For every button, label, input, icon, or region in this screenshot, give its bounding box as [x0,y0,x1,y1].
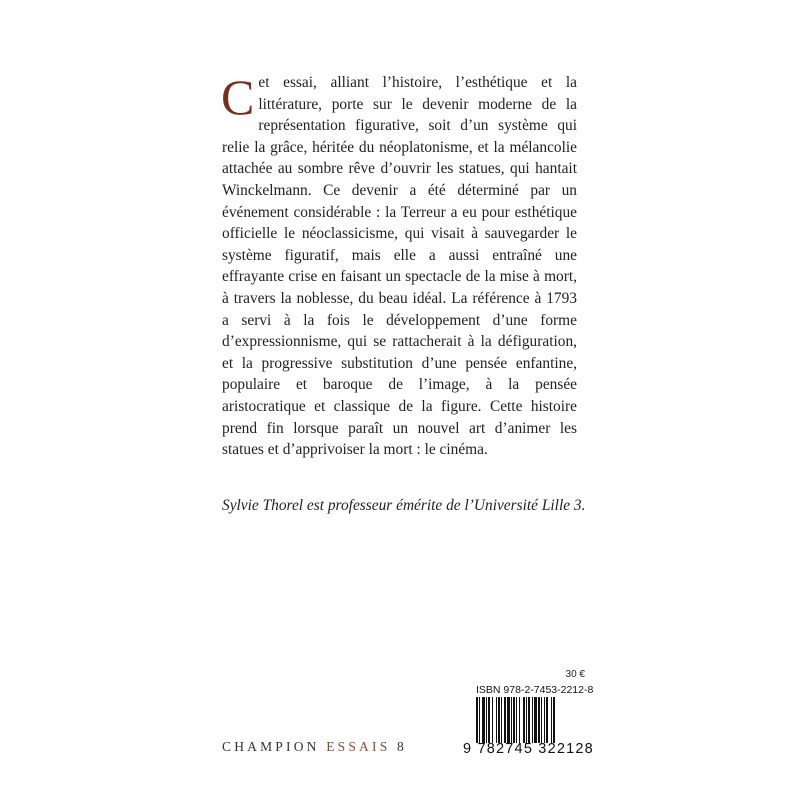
barcode-image [476,697,584,743]
drop-cap: C [221,69,255,125]
barcode-bar [504,697,506,743]
description-text: et essai, alliant l’histoire, l’esthétique et la littérature, porte sur le devenir moderne de la représentation figurative, soit d’un système qui relie la grâce, héritée du néoplatonisme, et la mélancolie attachée au sombre rêve d’ouvrir les statues, qui hantait Winckelmann. Ce devenir a été déterminé par un événement considérable : la Terreur a eu pour esthétique officielle le néoclassicisme, qui visait à sauvegarder le système figuratif, mais elle a aussi entraîné une effrayante crise en faisant un spectacle de la mise à mort, à travers la noblesse, du beau idéal. La référence à 1793 a servi à la fois le développement d’une forme d’expressionnisme, qui se rattacherait à la défiguration, et la progressive substitution d’une pensée enfantine, populaire et baroque de l’image, à la pensée aristocratique et classique de la figure. Cette histoire prend fin lorsque paraît un nouvel art d’animer les statues et d’apprivoiser la mort : le cinéma. [222,74,577,459]
series-number: 8 [396,739,407,754]
description-paragraph [221,69,577,461]
barcode-bar [544,697,545,743]
publisher-name: CHAMPION [222,739,320,754]
barcode-bar [492,697,493,743]
isbn-label: ISBN 978-2-7453-2212-8 [476,684,594,696]
barcode-bar [546,697,548,743]
barcode-bar [528,697,530,743]
series-name: ESSAIS [326,739,391,754]
barcode-bar [486,697,487,743]
price-label: 30 € [565,669,585,680]
barcode-bar [498,697,500,743]
barcode-bar [551,697,552,743]
barcode-bar [541,697,542,743]
barcode-digits: 9 782745 322128 [463,741,594,757]
barcode-bar [526,697,527,743]
barcode-bar [479,697,480,743]
barcode-bar [516,697,517,743]
barcode-bar [501,697,502,743]
barcode-bar [534,697,537,743]
barcode-bar [519,697,520,743]
barcode-bar [496,697,497,743]
barcode-bar [488,697,490,743]
collection-label [222,739,407,755]
barcode-bar [523,697,525,743]
barcode-bar [507,697,510,743]
barcode-bar [538,697,540,743]
barcode-bar [511,697,512,743]
author-note: Sylvie Thorel est professeur émérite de l’Université Lille 3. [222,497,586,514]
barcode-bar [513,697,515,743]
barcode-bar [532,697,533,743]
barcode-bar [476,697,478,743]
barcode-bar [482,697,485,743]
barcode-bar [553,697,555,743]
